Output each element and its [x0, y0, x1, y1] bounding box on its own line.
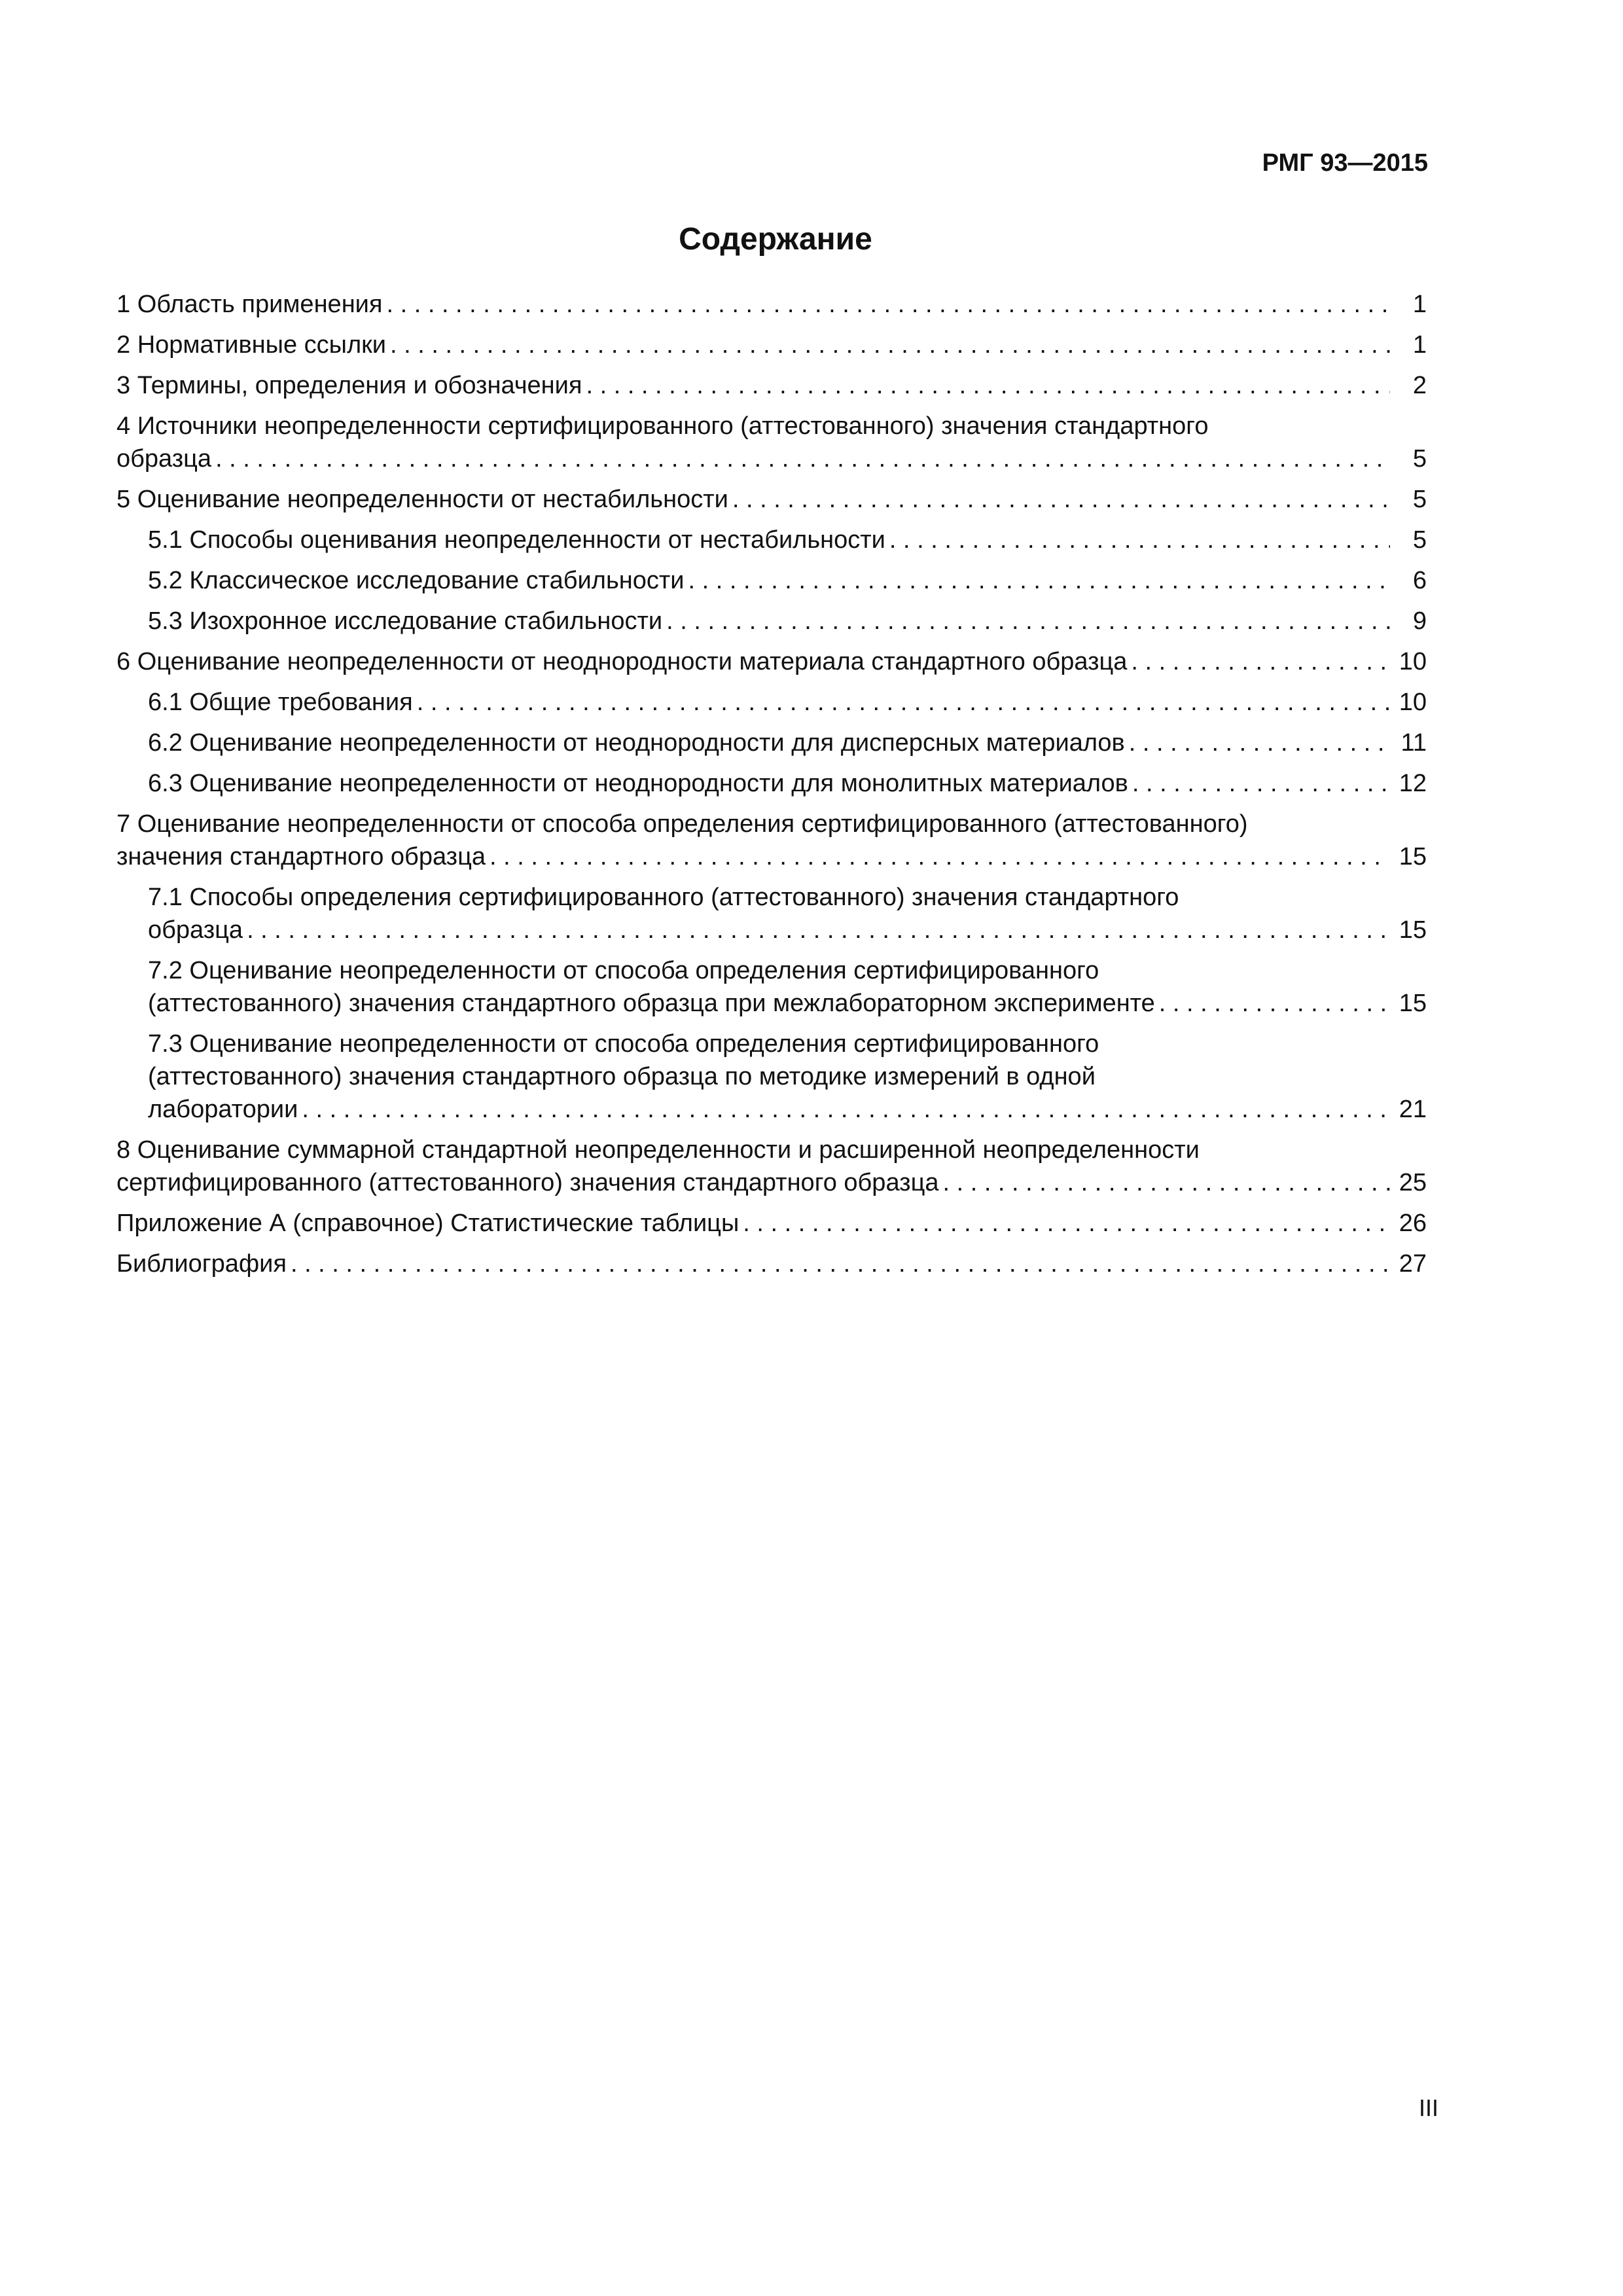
toc-page-number: 25: [1399, 1169, 1427, 1196]
toc-entry-text: 7.2 Оценивание неопределенности от способа определения сертифицированного: [148, 957, 1099, 984]
toc-page-number: 9: [1412, 607, 1427, 635]
toc-entry-text: 2 Нормативные ссылки: [116, 331, 386, 359]
toc-entry[interactable]: [116, 767, 1427, 800]
toc-entry[interactable]: [116, 329, 1427, 361]
toc-entry[interactable]: [116, 808, 1427, 873]
toc-entry[interactable]: [116, 1207, 1427, 1240]
toc-page-number: 5: [1412, 526, 1427, 554]
toc-entry-text: 8 Оценивание суммарной стандартной неопределенности и расширенной неопределенности: [116, 1136, 1200, 1164]
toc-entry-text: 1 Область применения: [116, 291, 383, 318]
toc-entry[interactable]: [116, 564, 1427, 597]
page-number: III: [1418, 2094, 1438, 2121]
dot-leader: [291, 1247, 1390, 1280]
toc-entry-text: 7 Оценивание неопределенности от способа определения сертифицированного (аттестованного): [116, 810, 1248, 838]
dot-leader: [743, 1207, 1390, 1240]
toc-entry[interactable]: [116, 645, 1427, 678]
toc-page-number: 27: [1399, 1250, 1427, 1278]
toc-entry-text: 6 Оценивание неопределенности от неоднородности материала стандартного образца: [116, 648, 1128, 675]
dot-leader: [1132, 767, 1390, 800]
toc-entry-text: Приложение А (справочное) Статистические таблицы: [116, 1210, 740, 1237]
toc-entry[interactable]: [116, 686, 1427, 719]
toc-entry-text: 6.1 Общие требования: [148, 689, 413, 716]
toc-entry-text: 3 Термины, определения и обозначения: [116, 372, 582, 399]
toc-entry-text: лаборатории: [148, 1096, 298, 1123]
document-code: РМГ 93—2015: [1262, 149, 1428, 177]
toc-page-number: 10: [1399, 689, 1427, 716]
toc-entry-text: образца: [116, 445, 212, 473]
toc-entry-text: образца: [148, 916, 243, 944]
toc-entry-text: 6.2 Оценивание неопределенности от неоднородности для дисперсных материалов: [148, 729, 1125, 757]
dot-leader: [390, 329, 1390, 361]
dot-leader: [247, 914, 1390, 946]
toc-page-number: 26: [1399, 1210, 1427, 1237]
dot-leader: [1159, 987, 1390, 1020]
toc-entry-text: 7.3 Оценивание неопределенности от способа определения сертифицированного: [148, 1030, 1099, 1058]
toc-page-number: 1: [1412, 331, 1427, 359]
toc-entry[interactable]: [116, 288, 1427, 321]
toc-entry[interactable]: [116, 881, 1427, 946]
dot-leader: [586, 369, 1390, 402]
toc-page-number: 15: [1399, 916, 1427, 944]
toc-page-number: 10: [1399, 648, 1427, 675]
toc-entry[interactable]: [116, 369, 1427, 402]
dot-leader: [215, 442, 1390, 475]
toc-page-number: 1: [1412, 291, 1427, 318]
dot-leader: [942, 1166, 1390, 1199]
toc-page-number: 2: [1412, 372, 1427, 399]
toc-entry-text: значения стандартного образца: [116, 843, 486, 870]
toc-page-number: 15: [1399, 990, 1427, 1017]
toc-entry-text: 5.1 Способы оценивания неопределенности от нестабильности: [148, 526, 885, 554]
toc-entry-text: 7.1 Способы определения сертифицированного (аттестованного) значения стандартного: [148, 884, 1179, 911]
toc-entry-text: Библиография: [116, 1250, 287, 1278]
toc-entry[interactable]: [116, 483, 1427, 516]
toc-entry-text: 5.3 Изохронное исследование стабильности: [148, 607, 663, 635]
toc-entry-text: 6.3 Оценивание неопределенности от неоднородности для монолитных материалов: [148, 770, 1128, 797]
dot-leader: [1129, 726, 1390, 759]
toc-page-number: 5: [1412, 486, 1427, 513]
toc-page-number: 6: [1412, 567, 1427, 594]
toc-entry[interactable]: [116, 1028, 1427, 1126]
toc-page-number: 15: [1399, 843, 1427, 870]
toc-page-number: 5: [1412, 445, 1427, 473]
toc-entry[interactable]: [116, 1247, 1427, 1280]
dot-leader: [666, 605, 1390, 637]
toc-entry[interactable]: [116, 410, 1427, 475]
dot-leader: [688, 564, 1391, 597]
toc-entry-text: сертифицированного (аттестованного) значения стандартного образца: [116, 1169, 939, 1196]
dot-leader: [1131, 645, 1390, 678]
toc-title: Содержание: [679, 222, 872, 257]
toc-entry[interactable]: [116, 1134, 1427, 1199]
dot-leader: [889, 524, 1390, 556]
toc-entry[interactable]: [116, 954, 1427, 1020]
toc-entry-text: (аттестованного) значения стандартного образца по методике измерений в одной: [148, 1063, 1096, 1090]
dot-leader: [490, 840, 1390, 873]
toc-entry[interactable]: [116, 726, 1427, 759]
toc-page-number: 12: [1399, 770, 1427, 797]
toc-page-number: 21: [1399, 1096, 1427, 1123]
toc-entry-text: 5.2 Классическое исследование стабильности: [148, 567, 685, 594]
toc-entry-text: (аттестованного) значения стандартного образца при межлабораторном эксперименте: [148, 990, 1155, 1017]
dot-leader: [386, 288, 1390, 321]
toc-page-number: 11: [1400, 729, 1427, 757]
toc-entry[interactable]: [116, 524, 1427, 556]
dot-leader: [732, 483, 1390, 516]
toc-entry-text: 4 Источники неопределенности сертифицированного (аттестованного) значения стандартного: [116, 412, 1209, 440]
dot-leader: [417, 686, 1390, 719]
toc-entry-text: 5 Оценивание неопределенности от нестабильности: [116, 486, 728, 513]
table-of-contents: [116, 288, 1427, 1288]
toc-entry[interactable]: [116, 605, 1427, 637]
dot-leader: [302, 1093, 1390, 1126]
